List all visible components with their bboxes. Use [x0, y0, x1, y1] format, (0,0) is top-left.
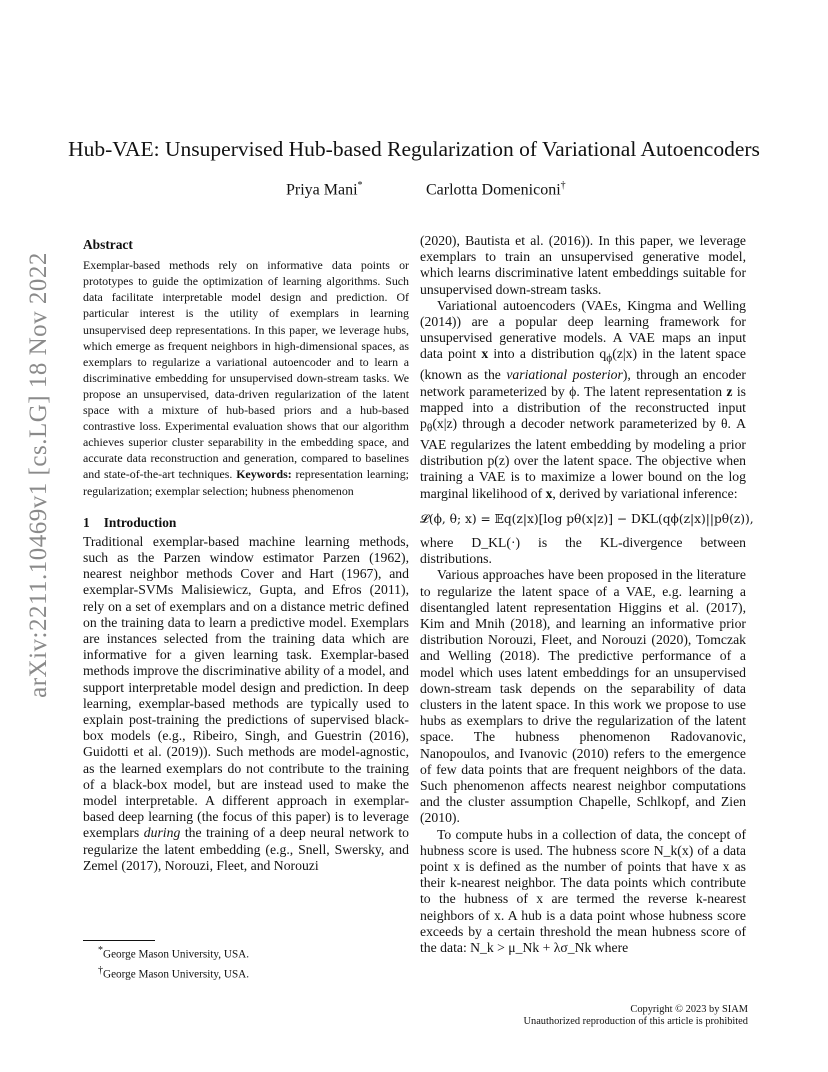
footnote-1-text: George Mason University, USA.	[103, 948, 250, 961]
author-2	[426, 180, 566, 199]
footnote-1	[98, 943, 249, 963]
abstract-text	[83, 257, 409, 498]
footnote-2-text: George Mason University, USA.	[103, 968, 250, 981]
author-2-mark: †	[560, 180, 566, 191]
abstract-body: Exemplar-based methods rely on informative data points or prototypes to guide the optimization of learning algorithms. Such data facilitate interpretable model design and prediction. Of particular interest is the utility of exemplars in learning unsupervised deep representations. In this paper, we leverage hubs, which emerge as frequent neighbors in high-dimensional spaces, as exemplars to regularize a variational autoencoder and to learn a discriminative embedding for unsupervised down-stream tasks. We propose an unsupervised, data-driven regularization of the latent space with a mixture of hub-based priors and a hub-based contrastive loss. Experimental evaluation shows that our algorithm achieves superior cluster separability in the embedding space, and accurate data reconstruction and generation, compared to baselines and state-of-the-art techniques.	[83, 258, 409, 482]
p2-b-sub: ϕ	[606, 353, 613, 366]
p2-em1: variational posterior	[506, 367, 623, 383]
footnote-2-mark: †	[98, 964, 103, 976]
footnote-divider	[83, 940, 155, 941]
p2-d-sub: θ	[426, 422, 433, 435]
author-1-mark: *	[357, 180, 363, 191]
author-1-name: Priya Mani	[286, 181, 358, 199]
intro-paragraph-1-continued: (2020), Bautista et al. (2016)). In this paper, we leverage exemplars to train an unsupervised generative model, which learns discriminative latent embeddings suitable for unsupervised down-stream tasks.	[420, 233, 746, 297]
section-title: Introduction	[103, 514, 177, 530]
p2-b2: (z|x) in the latent space (known as the	[420, 346, 746, 383]
copyright-notice	[524, 1004, 749, 1028]
copyright-line-1: Copyright © 2023 by SIAM	[630, 1004, 748, 1015]
keywords-label: Keywords:	[236, 467, 292, 482]
arxiv-identifier-stamp	[20, 252, 58, 698]
intro-paragraph-5: To compute hubs in a collection of data, the concept of hubness score is used. The hubness score N_k(x) of a data point x is defined as the number of points that have x as their k-nearest neighbor. The data points which contribute to the hubness of x are termed the reverse k-nearest neighbors of x. A hub is a data point whose hubness score exceeds by a certain threshold the mean hubness score of the data: N_k > μ_Nk + λσ_Nk where	[420, 826, 746, 955]
author-list	[0, 180, 828, 202]
keywords-text: representation learning; regularization; exemplar selection; hubness phenomenon	[83, 467, 409, 498]
right-column	[420, 233, 754, 956]
section-number: 1	[83, 514, 90, 530]
p2-e: , derived by variational inference:	[552, 485, 738, 501]
intro-p1-emphasis: during	[143, 825, 181, 841]
p2-z: z	[726, 383, 733, 399]
author-2-name: Carlotta Domeniconi	[426, 181, 561, 199]
section-heading-introduction	[83, 515, 409, 531]
intro-paragraph-1	[83, 534, 409, 874]
abstract-heading: Abstract	[83, 237, 133, 252]
footnote-1-mark: *	[98, 945, 103, 956]
intro-paragraph-2	[420, 298, 746, 502]
left-column	[83, 233, 409, 874]
footnote-2	[98, 963, 249, 983]
elbo-equation: 𝓛(ϕ, θ; x) = 𝔼q(z|x)[log pθ(x|z)] − DKL(qϕ(z|x)||pθ(z)),	[420, 511, 754, 526]
author-1	[286, 180, 363, 199]
footnotes	[98, 943, 249, 982]
p2-d: is mapped into a distribution of the reconstructed input p	[420, 383, 746, 431]
intro-p1-part-a: Traditional exemplar-based machine learning methods, such as the Parzen window estimator Parzen (1962), nearest neighbor methods Cover and Hart (1967), and exemplar-SVMs Malisiewicz, Gupta, and Efros (2011), rely on a set of exemplars and on a distance metric defined on the training data to learn a predictive model. Exemplars are instances selected from the training data which are informative for a given learning task. Exemplar-based methods improve the discriminative ability of a model, and support interpretable model design and prediction. In deep learning, exemplar-based methods are typically used to explain post-training the predictions of supervised black-box models (e.g., Ribeiro, Singh, and Guestrin (2016), Guidotti et al. (2019)). Such methods are model-agnostic, as the learned exemplars do not contribute to the training of a black-box model, but are instead used to make the model interpretable. A different approach in exemplar-based deep learning (the focus of this paper) is to leverage exemplars	[83, 533, 409, 841]
p2-d2: (x|z) through a decoder network parameterized by θ. A VAE regularizes the latent embedding by modeling a prior distribution p(z) over the latent space. The objective when training a VAE is to maximize a lower bound on the log marginal likelihood of	[420, 415, 746, 501]
p2-b: into a distribution q	[488, 346, 607, 362]
p2-a: Variational autoencoders (VAEs, Kingma and Welling (2014)) are a popular deep learning framework for unsupervised generative models. A VAE maps an input data point	[420, 297, 746, 362]
p2-x1: x	[481, 346, 489, 362]
p2-x2: x	[545, 485, 553, 501]
p2-c: ), through an encoder network parameterized by ϕ. The latent representation	[420, 367, 746, 399]
copyright-line-2: Unauthorized reproduction of this article is prohibited	[523, 1016, 748, 1027]
arxiv-identifier-text: arXiv:2211.10469v1 [cs.LG] 18 Nov 2022	[25, 252, 53, 698]
intro-p1-part-b: the training of a deep neural network to regularize the latent embedding (e.g., Snell, Swersky, and Zemel (2017), Norouzi, Fleet, and Norouzi	[83, 825, 409, 873]
paper-title: Hub-VAE: Unsupervised Hub-based Regularization of Variational Autoencoders	[68, 137, 760, 161]
intro-paragraph-4: Various approaches have been proposed in the literature to regularize the latent space of a VAE, e.g. learning a disentangled latent representation Higgins et al. (2017), Kim and Mnih (2018), and learning an informative prior distribution Norouzi, Fleet, and Norouzi (2020), Tomczak and Welling (2018). The predictive performance of a model which uses latent embeddings for an unsupervised down-stream task depends on the separability of data clusters in the latent space. In this work we propose to use hubs as exemplars to drive the regularization of the latent space. The hubness phenomenon Radovanovic, Nanopoulos, and Ivanovic (2010) refers to the emergence of few data points that are frequent neighbors of the data. Such phenomenon affects nearest neighbor computations and the cluster assumption Chapelle, Schlkopf, and Zien (2010).	[420, 567, 746, 826]
intro-paragraph-3: where D_KL(·) is the KL-divergence between distributions.	[420, 534, 746, 567]
